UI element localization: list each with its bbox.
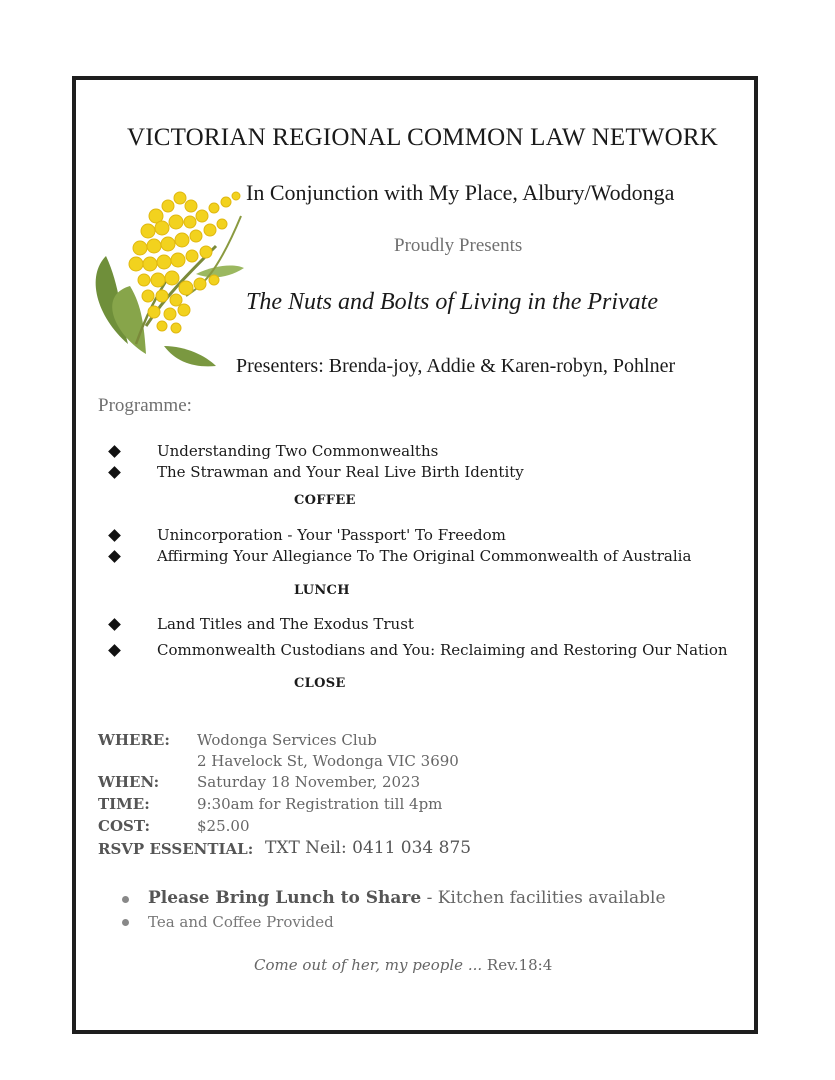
where-venue: Wodonga Services Club bbox=[197, 731, 377, 749]
cost-label: COST: bbox=[98, 817, 151, 835]
rsvp-label: RSVP ESSENTIAL: bbox=[98, 840, 254, 858]
bring-lunch-rest: - Kitchen facilities available bbox=[421, 888, 666, 908]
list-item-text: The Strawman and Your Real Live Birth Identity bbox=[157, 463, 524, 481]
close-marker: CLOSE bbox=[294, 676, 346, 691]
tea-coffee-note: Tea and Coffee Provided bbox=[148, 913, 334, 931]
event-title: The Nuts and Bolts of Living in the Private bbox=[246, 289, 658, 315]
programme-heading: Programme: bbox=[98, 395, 192, 416]
list-item-text: Land Titles and The Exodus Trust bbox=[157, 615, 414, 633]
bullet-icon bbox=[122, 919, 129, 926]
time-value: 9:30am for Registration till 4pm bbox=[197, 795, 443, 813]
quote-text: Come out of her, my people ... bbox=[254, 956, 483, 974]
list-item-text: Understanding Two Commonwealths bbox=[157, 442, 439, 460]
list-item-text: Unincorporation - Your 'Passport' To Freedom bbox=[157, 526, 506, 544]
where-label: WHERE: bbox=[98, 731, 170, 749]
list-item-text: Commonwealth Custodians and You: Reclaiming and Restoring Our Nation bbox=[157, 641, 728, 659]
conjunction-line: In Conjunction with My Place, Albury/Wodonga bbox=[246, 180, 675, 205]
bring-lunch-bold: Please Bring Lunch to Share bbox=[148, 888, 422, 908]
time-label: TIME: bbox=[98, 795, 150, 813]
lunch-break: LUNCH bbox=[294, 583, 350, 598]
bullet-icon bbox=[122, 896, 129, 903]
network-title: VICTORIAN REGIONAL COMMON LAW NETWORK bbox=[126, 124, 718, 151]
proudly-presents: Proudly Presents bbox=[394, 235, 523, 256]
scripture-quote bbox=[254, 956, 552, 974]
list-item-text: Affirming Your Allegiance To The Original Commonwealth of Australia bbox=[157, 547, 692, 565]
where-address: 2 Havelock St, Wodonga VIC 3690 bbox=[197, 752, 459, 770]
coffee-break: COFFEE bbox=[294, 493, 356, 508]
rsvp-value: TXT Neil: 0411 034 875 bbox=[265, 838, 472, 858]
cost-value: $25.00 bbox=[197, 817, 250, 835]
wattle-flower-image bbox=[76, 176, 252, 376]
quote-reference: Rev.18:4 bbox=[486, 956, 553, 974]
bring-lunch-note bbox=[148, 888, 666, 908]
presenters-line: Presenters: Brenda-joy, Addie & Karen-robyn, Pohlner bbox=[236, 355, 676, 377]
when-value: Saturday 18 November, 2023 bbox=[197, 773, 421, 791]
when-label: WHEN: bbox=[98, 773, 160, 791]
